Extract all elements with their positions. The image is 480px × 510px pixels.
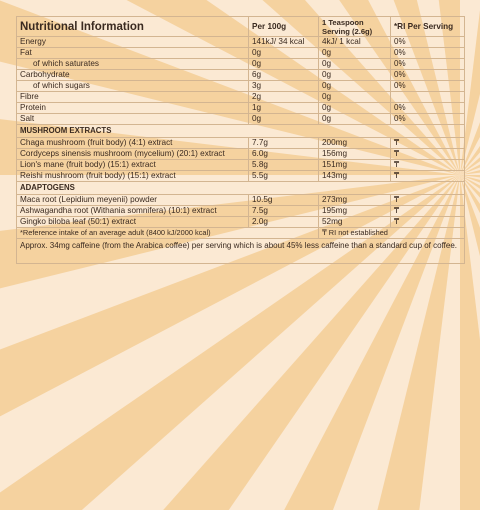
table-header-row	[17, 17, 465, 37]
per-serving-value: 52mg	[319, 217, 391, 228]
nutrient-name: Maca root (Lepidium meyenii) powder	[17, 195, 249, 206]
reference-note-row	[17, 228, 465, 239]
mushroom-row	[17, 138, 465, 149]
per-100g-value: 7.7g	[249, 138, 319, 149]
per-serving-value: 0g	[319, 103, 391, 114]
mushroom-extracts-heading: MUSHROOM EXTRACTS	[17, 125, 465, 138]
nutrient-name: Chaga mushroom (fruit body) (4:1) extract	[17, 138, 249, 149]
nutrient-name: Reishi mushroom (fruit body) (15:1) extract	[17, 171, 249, 182]
nutrient-row	[17, 103, 465, 114]
per-serving-value: 143mg	[319, 171, 391, 182]
ri-value: 0%	[391, 37, 465, 48]
per-100g-value: 5.8g	[249, 160, 319, 171]
per-serving-value: 0g	[319, 59, 391, 70]
ri-value: 0%	[391, 103, 465, 114]
per-serving-value: 0g	[319, 92, 391, 103]
per-100g-value: 0g	[249, 114, 319, 125]
per-serving-value: 195mg	[319, 206, 391, 217]
reference-intake-note: *Reference intake of an average adult (8400 kJ/2000 kcal)	[17, 228, 319, 239]
ri-value: 0%	[391, 48, 465, 59]
mushroom-row	[17, 149, 465, 160]
per-serving-value: 0g	[319, 114, 391, 125]
nutrition-table	[16, 16, 465, 264]
per-100g-value: 141kJ/ 34 kcal	[249, 37, 319, 48]
per-serving-value: 4kJ/ 1 kcal	[319, 37, 391, 48]
adaptogens-heading: ADAPTOGENS	[17, 182, 465, 195]
adaptogen-row	[17, 206, 465, 217]
nutrient-name: Fibre	[17, 92, 249, 103]
ri-value: 0%	[391, 70, 465, 81]
nutrient-row	[17, 92, 465, 103]
per-serving-value: 273mg	[319, 195, 391, 206]
ri-header: *RI Per Serving	[391, 17, 465, 37]
ri-value: 0%	[391, 59, 465, 70]
ri-value: ₸	[391, 160, 465, 171]
nutrient-row	[17, 48, 465, 59]
ri-value: ₸	[391, 195, 465, 206]
ri-value: ₸	[391, 171, 465, 182]
ri-value: ₸	[391, 149, 465, 160]
nutrient-row	[17, 114, 465, 125]
nutrient-name: Lion's mane (fruit body) (15:1) extract	[17, 160, 249, 171]
nutrient-row	[17, 37, 465, 48]
per-100g-value: 10.5g	[249, 195, 319, 206]
serving-header: 1 Teaspoon Serving (2.6g)	[319, 17, 391, 37]
per-serving-value: 0g	[319, 81, 391, 92]
per-100g-value: 2g	[249, 92, 319, 103]
nutrient-name: Ashwagandha root (Withania somnifera) (10:1) extract	[17, 206, 249, 217]
ri-value: 0%	[391, 114, 465, 125]
nutrient-name: of which sugars	[17, 81, 249, 92]
nutrient-name: Protein	[17, 103, 249, 114]
ri-value	[391, 92, 465, 103]
nutrient-name: of which saturates	[17, 59, 249, 70]
nutrient-name: Fat	[17, 48, 249, 59]
per-100g-value: 2.0g	[249, 217, 319, 228]
ri-value: ₸	[391, 138, 465, 149]
nutrient-row	[17, 59, 465, 70]
nutrient-name: Salt	[17, 114, 249, 125]
nutrient-name: Gingko biloba leaf (50:1) extract	[17, 217, 249, 228]
ri-value: ₸	[391, 217, 465, 228]
nutrient-name: Carbohydrate	[17, 70, 249, 81]
caffeine-note: Approx. 34mg caffeine (from the Arabica coffee) per serving which is about 45% less caffeine than a standard cup of coffee.	[17, 239, 465, 264]
per-100g-value: 6g	[249, 70, 319, 81]
adaptogen-row	[17, 217, 465, 228]
ri-value: 0%	[391, 81, 465, 92]
table-title: Nutritional Information	[17, 17, 249, 37]
ri-value: ₸	[391, 206, 465, 217]
per-100g-value: 0g	[249, 48, 319, 59]
per-100g-value: 1g	[249, 103, 319, 114]
per-serving-value: 156mg	[319, 149, 391, 160]
per-serving-value: 0g	[319, 48, 391, 59]
per-100g-value: 7.5g	[249, 206, 319, 217]
per-serving-value: 200mg	[319, 138, 391, 149]
nutrient-name: Energy	[17, 37, 249, 48]
ri-not-established-note: ₸ RI not established	[319, 228, 465, 239]
nutrient-name: Cordyceps sinensis mushroom (mycelium) (20:1) extract	[17, 149, 249, 160]
nutrient-row	[17, 81, 465, 92]
per-100g-value: 5.5g	[249, 171, 319, 182]
adaptogen-row	[17, 195, 465, 206]
per-100g-header: Per 100g	[249, 17, 319, 37]
adaptogens-row	[17, 182, 465, 195]
per-serving-value: 151mg	[319, 160, 391, 171]
per-100g-value: 6.0g	[249, 149, 319, 160]
per-100g-value: 3g	[249, 81, 319, 92]
mushroom-row	[17, 160, 465, 171]
per-100g-value: 0g	[249, 59, 319, 70]
nutrient-row	[17, 70, 465, 81]
mushroom-row	[17, 171, 465, 182]
per-serving-value: 0g	[319, 70, 391, 81]
caffeine-note-row	[17, 239, 465, 264]
mushroom-extracts-row	[17, 125, 465, 138]
